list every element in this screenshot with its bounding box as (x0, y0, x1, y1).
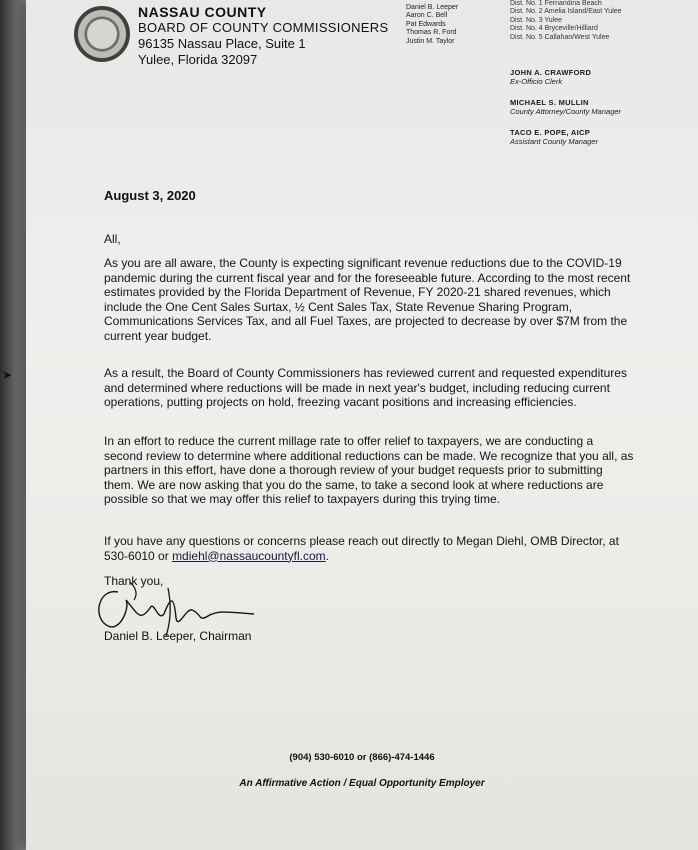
district-label: Dist. No. 4 Bryceville/Hilliard (510, 25, 598, 33)
district-label: Dist. No. 1 Fernandina Beach (510, 0, 602, 7)
county-name: NASSAU COUNTY (138, 4, 267, 20)
commissioner-name: Thomas R. Ford (406, 29, 457, 37)
letter-date: August 3, 2020 (104, 188, 196, 203)
address-line-1: 96135 Nassau Place, Suite 1 (138, 36, 306, 51)
staff-list (510, 68, 621, 158)
address-line-2: Yulee, Florida 32097 (138, 52, 258, 67)
signer-name: Daniel B. Leeper, Chairman (104, 629, 252, 643)
staff-name: MICHAEL S. MULLIN (510, 98, 589, 107)
paragraph-2: As a result, the Board of County Commissioners has reviewed current and requested expenditures and determined where reductions will be made in next year's budget, including reducing current operations, putting projects on hold, freezing vacant positions and increasing efficiencies. (104, 366, 627, 409)
paragraph-4 (104, 534, 634, 563)
letterhead (138, 4, 388, 68)
district-label: Dist. No. 2 Amelia Island/East Yulee (510, 8, 622, 16)
footer-phone: (904) 530-6010 or (866)-474-1446 (289, 752, 435, 763)
greeting: All, (104, 232, 121, 246)
commissioner-name: Daniel B. Leeper (406, 4, 459, 11)
footer-employer: An Affirmative Action / Equal Opportunity Employer (239, 778, 485, 789)
district-label: Dist. No. 3 Yulee (510, 16, 563, 24)
staff-name: TACO E. POPE, AICP (510, 128, 590, 137)
email-link[interactable]: mdiehl@nassaucountyfl.com (172, 548, 326, 563)
letter-page (26, 0, 698, 850)
staff-title: Ex-Officio Clerk (510, 77, 563, 86)
commissioner-name: Aaron C. Bell (406, 12, 448, 20)
contact-end: . (325, 548, 329, 563)
closing: Thank you, (104, 574, 164, 588)
staff-title: Assistant County Manager (510, 137, 598, 146)
commissioner-names (406, 4, 458, 46)
district-label: Dist. No. 5 Callahan/West Yulee (510, 33, 610, 41)
paragraph-1: As you are all aware, the County is expecting significant revenue reductions due to the COVID-19 pandemic during the current fiscal year and for the foreseeable future. According to the most recent estimates provided by the Florida Department of Revenue, FY 2020-21 shared revenues, which include the One Cent Sales Surtax, ½ Cent Sales Tax, State Revenue Sharing Program, Communications Services Tax, and all Fuel Taxes, are projected to decrease by over $7M from the current year budget. (104, 256, 631, 343)
staff-title: County Attorney/County Manager (510, 107, 622, 116)
commissioner-name: Pat Edwards (406, 20, 446, 28)
paragraph-3: In an effort to reduce the current millage rate to offer relief to taxpayers, we are conducting a second review to determine where additional reductions can be made. We recognize that you all, as partners in this effort, have done a thorough review of your budget requests prior to submitting them. We are now asking that you do the same, to take a second look at where reductions are possible so that we may offer this relief to taxpayers during this trying time. (104, 434, 634, 506)
board-name: BOARD OF COUNTY COMMISSIONERS (138, 20, 389, 35)
county-seal-icon (74, 6, 130, 62)
commissioner-name: Justin M. Taylor (406, 37, 455, 45)
mouse-cursor-icon: ➤ (2, 368, 13, 382)
staff-name: JOHN A. CRAWFORD (510, 68, 592, 77)
contact-text: If you have any questions or concerns please reach out directly to Megan Diehl, OMB Director, at 530-6010 or (104, 534, 619, 563)
commissioner-districts (510, 0, 622, 42)
